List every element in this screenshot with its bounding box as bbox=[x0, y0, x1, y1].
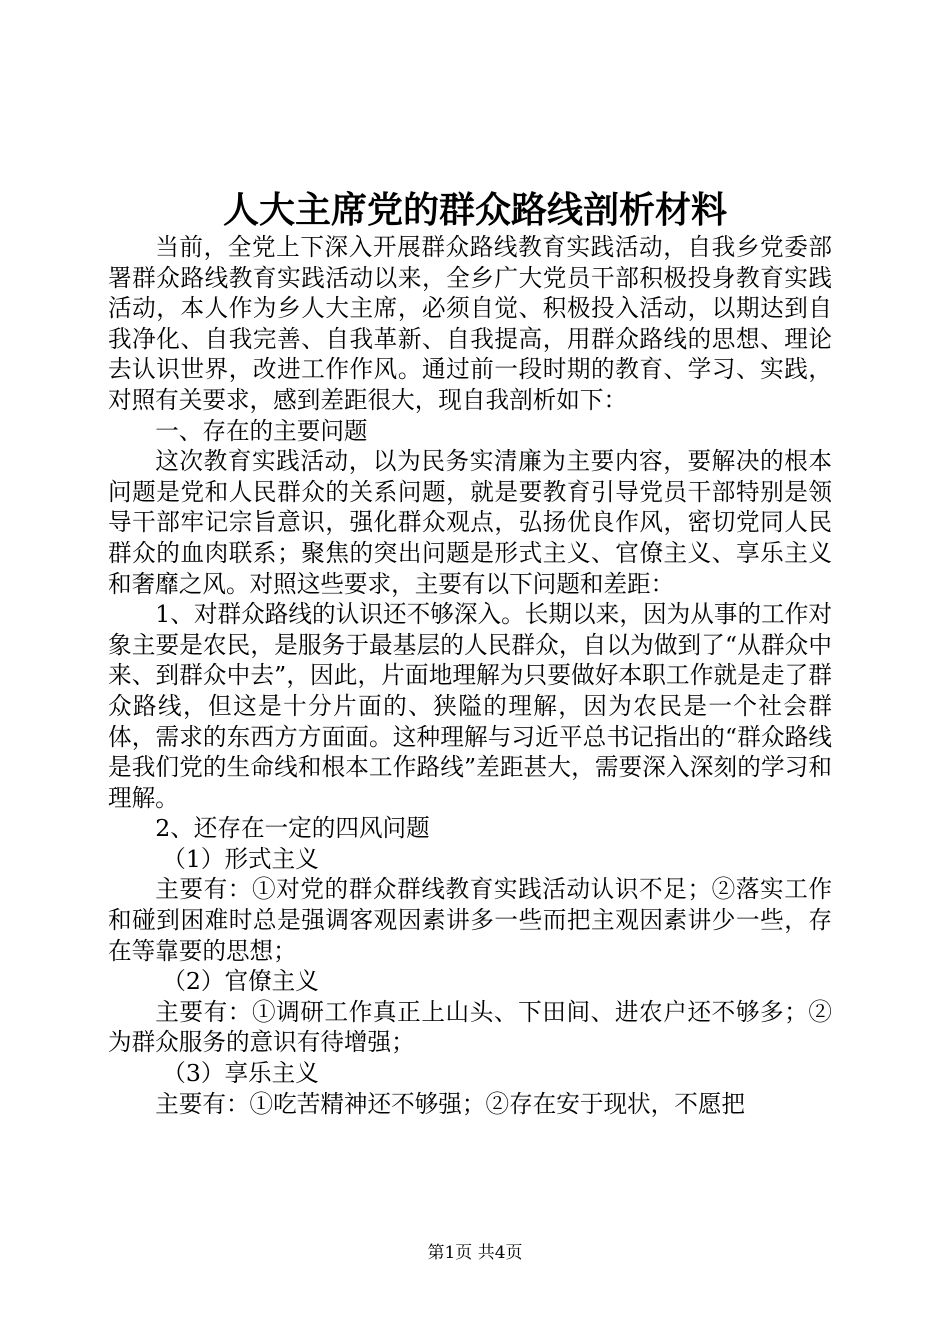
subsection-heading: （3）享乐主义 bbox=[162, 1059, 319, 1088]
page-number: 第1页 共4页 bbox=[427, 1243, 523, 1263]
paragraph: 1、对群众路线的认识还不够深入。长期以来，因为从事的工作对象主要是农民，是服务于最基层的人民群众，自以为做到了“从群众中来、到群众中去”，因此，片面地理解为只要做好本职工作就是走了群众路线，但这是十分片面的、狭隘的理解，因为农民是一个社会群体，需求的东西方方面面。这种理解与习近平总书记指出的“群众路线是我们党的生命线和根本工作路线”差距甚大，需要深入深刻的学习和理解。 bbox=[108, 600, 832, 812]
subsection-heading: （2）官僚主义 bbox=[162, 967, 319, 996]
document-body bbox=[108, 232, 832, 1119]
section-heading: 一、存在的主要问题 bbox=[155, 416, 368, 445]
paragraph: 主要有：①对党的群众群线教育实践活动认识不足；②落实工作和碰到困难时总是强调客观因素讲多一些而把主观因素讲少一些，存在等靠要的思想； bbox=[108, 875, 832, 965]
subsection-heading: （1）形式主义 bbox=[162, 844, 319, 873]
section-heading: 2、还存在一定的四风问题 bbox=[155, 814, 430, 843]
paragraph: 主要有：①调研工作真正上山头、下田间、进农户还不够多；②为群众服务的意识有待增强； bbox=[108, 997, 832, 1057]
document-title: 人大主席党的群众路线剖析材料 bbox=[222, 189, 727, 231]
paragraph: 这次教育实践活动，以为民务实清廉为主要内容，要解决的根本问题是党和人民群众的关系问题，就是要教育引导党员干部特别是领导干部牢记宗旨意识，强化群众观点，弘扬优良作风，密切党同人民群众的血肉联系；聚焦的突出问题是形式主义、官僚主义、享乐主义和奢靡之风。对照这些要求，主要有以下问题和差距： bbox=[108, 447, 832, 598]
paragraph: 主要有：①吃苦精神还不够强；②存在安于现状，不愿把 bbox=[155, 1089, 746, 1118]
paragraph: 当前，全党上下深入开展群众路线教育实践活动，自我乡党委部署群众路线教育实践活动以来，全乡广大党员干部积极投身教育实践活动，本人作为乡人大主席，必须自觉、积极投入活动，以期达到自我净化、自我完善、自我革新、自我提高，用群众路线的思想、理论去认识世界，改进工作作风。通过前一段时期的教育、学习、实践，对照有关要求，感到差距很大，现自我剖析如下： bbox=[108, 233, 832, 414]
